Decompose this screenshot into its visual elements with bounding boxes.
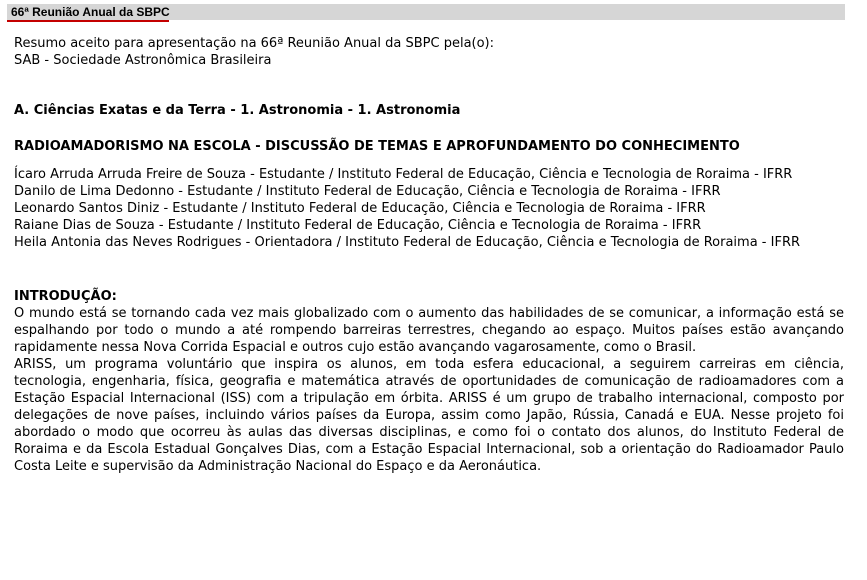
introduction-paragraph-2: ARISS, um programa voluntário que inspira os alunos, em toda esfera educacional, a seguirem carreiras em ciência, tecnologia, engenharia, física, geografia e matemática através de oportunidades de comunicação de radioamadores com a Estação Espacial Internacional (ISS) com a tripulação em órbita. ARISS é um grupo de trabalho internacional, composto por delegações de nove países, incluindo vários países da Europa, assim como Japão, Rússia, Canadá e EUA. Nesse projeto foi abordado o modo que ocorreu às aulas das diversas disciplinas, e como foi o contato dos alunos, do Instituto Federal de Roraima e da Escola Estadual Gonçalves Dias, com a Estação Espacial Internacional, sob a orientação do Radioamador Paulo Costa Leite e supervisão da Administração Nacional do Espaço e da Aeronáutica.: [14, 357, 844, 474]
category-line: A. Ciências Exatas e da Terra - 1. Astronomia - 1. Astronomia: [14, 103, 461, 118]
author-item: Ícaro Arruda Arruda Freire de Souza - Estudante / Instituto Federal de Educação, Ciência e Tecnologia de Roraima - IFRR: [14, 167, 793, 182]
author-item: Danilo de Lima Dedonno - Estudante / Instituto Federal de Educação, Ciência e Tecnologia de Roraima - IFRR: [14, 184, 721, 199]
introduction-paragraph-1: O mundo está se tornando cada vez mais globalizado com o aumento das habilidades de se comunicar, a informação está se espalhando por todo o mundo a até rompendo barreiras terrestres, chegando ao espaço. Muitos países estão avançando rapidamente nessa Nova Corrida Espacial e outros cujo estão avançando vagarosamente, como o Brasil.: [14, 306, 844, 355]
abstract-title: RADIOAMADORISMO NA ESCOLA - DISCUSSÃO DE TEMAS E APROFUNDAMENTO DO CONHECIMENTO: [14, 139, 740, 154]
author-item: Raiane Dias de Souza - Estudante / Instituto Federal de Educação, Ciência e Tecnologia de Roraima - IFRR: [14, 218, 702, 233]
author-list: [14, 166, 844, 251]
abstract-content: [14, 35, 844, 475]
header-title: 66ª Reunião Anual da SBPC: [11, 5, 170, 19]
author-item: Leonardo Santos Diniz - Estudante / Instituto Federal de Educação, Ciência e Tecnologia de Roraima - IFRR: [14, 201, 706, 216]
header-underline: [7, 20, 169, 22]
author-item: Heila Antonia das Neves Rodrigues - Orientadora / Instituto Federal de Educação, Ciência e Tecnologia de Roraima - IFRR: [14, 235, 801, 250]
acceptance-line-2: SAB - Sociedade Astronômica Brasileira: [14, 53, 272, 68]
header-bar: [7, 4, 845, 20]
acceptance-line-1: Resumo aceito para apresentação na 66ª Reunião Anual da SBPC pela(o):: [14, 36, 495, 51]
introduction-heading: INTRODUÇÃO:: [14, 289, 117, 304]
